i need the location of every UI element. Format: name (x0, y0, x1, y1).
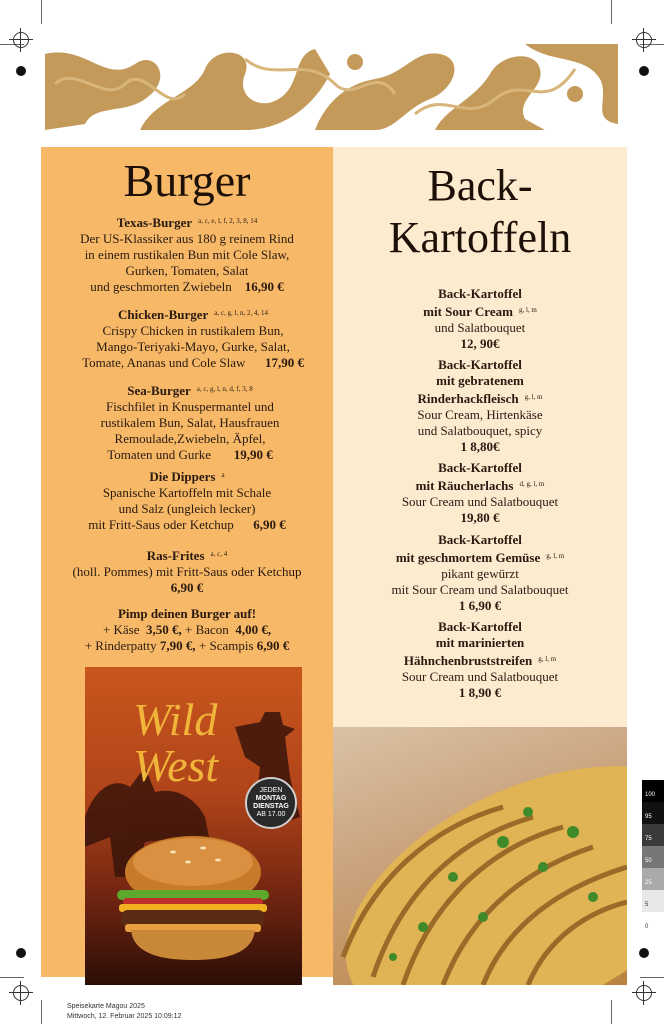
item-allergens: d, g, l, m (519, 480, 545, 488)
item-description: Tomate, Ananas und Cole Slaw (82, 355, 246, 370)
item-name: mit marinierten (435, 635, 525, 650)
addon-price: 3,50 €, (146, 622, 182, 637)
item-allergens: a, c, 4 (210, 550, 228, 558)
item-name: Texas-Burger (116, 215, 193, 230)
item-name: mit gebratenem (436, 373, 524, 388)
addon-bacon: + Bacon (185, 622, 229, 637)
item-price: 1 6,90 € (458, 598, 502, 613)
item-description: Spanische Kartoffeln mit Schale (102, 485, 272, 500)
burger-section-title: Burger (123, 155, 251, 206)
item-description: Tomaten und Gurke (107, 447, 212, 462)
scale-step: 100 (642, 780, 664, 802)
item-allergens: g, l, m (518, 306, 537, 314)
addon-scampis: + Scampis (198, 638, 254, 653)
addon-price: 6,90 € (256, 638, 290, 653)
item-description: Crispy Chicken in rustikalem Bun, (102, 323, 284, 338)
footer-document-name: Speisekarte Magou 2025 (67, 1003, 145, 1010)
addons-title: Pimp deinen Burger auf! (117, 606, 257, 621)
item-price: 12, 90€ (460, 336, 500, 351)
menu-item-die-dippers (50, 467, 324, 533)
item-description: Sour Cream und Salatbouquet (401, 494, 559, 509)
pimp-burger-addons (46, 606, 328, 654)
item-price: 1 8,90 € (458, 685, 502, 700)
item-description: Fischfilet in Knuspermantel und (106, 399, 274, 414)
item-price: 19,80 € (460, 510, 500, 525)
day-stamp-badge: JEDEN MONTAG DIENSTAG AB 17.00 (245, 777, 297, 829)
item-allergens: a, c, g, l, n, d, f, 3, 8 (196, 385, 253, 393)
menu-item-texas-burger (50, 213, 324, 295)
baked-potato-icon (333, 727, 627, 985)
item-price: 17,90 € (264, 355, 304, 370)
item-allergens: a (221, 471, 225, 479)
item-name: Back-Kartoffel (438, 460, 522, 475)
addon-price: 4,00 €, (235, 622, 272, 637)
item-allergens: g, l, m (538, 655, 557, 663)
crop-mark (640, 977, 664, 978)
item-price: 19,90 € (233, 447, 273, 462)
scale-step: 95 (642, 802, 664, 824)
scale-step: 0 (642, 912, 664, 934)
addon-patty: + Rinderpatty (84, 638, 157, 653)
wild-west-poster (85, 667, 302, 985)
menu-item-chicken-burger (56, 305, 330, 371)
registration-mark-icon (13, 32, 29, 48)
item-name: Die Dippers (149, 469, 216, 484)
item-description: und Salatbouquet (434, 320, 526, 335)
item-price: 6,90 € (253, 517, 286, 532)
item-description: Mango-Teriyaki-Mayo, Gurke, Salat, (96, 339, 290, 354)
menu-item-back-kartoffel-haehnchen (352, 619, 608, 701)
item-description: mit Sour Cream und Salatbouquet (391, 582, 569, 597)
registration-mark-icon (636, 32, 652, 48)
item-name: Sea-Burger (127, 383, 191, 398)
registration-dot-icon (16, 948, 26, 958)
scale-step: 5 (642, 890, 664, 912)
item-name: Back-Kartoffel (438, 532, 522, 547)
item-name: Back-Kartoffel (438, 357, 522, 372)
menu-item-ras-frites (50, 546, 324, 596)
item-description: und geschmorten Zwiebeln (90, 279, 232, 294)
item-name: Hähnchenbruststreifen (403, 653, 533, 668)
item-allergens: a, c, e, l, f, 2, 3, 8, 14 (198, 217, 258, 225)
item-price: 1 8,80€ (460, 439, 500, 454)
crop-mark (41, 0, 42, 24)
item-allergens: g, l, m (524, 393, 543, 401)
item-name: Back-Kartoffel (438, 619, 522, 634)
menu-item-back-kartoffel-raeucherlachs (358, 460, 602, 526)
scale-step: 75 (642, 824, 664, 846)
burger-photo-icon (103, 832, 283, 972)
menu-item-back-kartoffel-sour-cream (360, 286, 600, 352)
item-description: und Salz (ungleich lecker) (118, 501, 256, 516)
item-description: Sour Cream und Salatbouquet (401, 669, 559, 684)
item-description: Der US-Klassiker aus 180 g reinem Rind (80, 231, 294, 246)
ornament-banner (45, 44, 618, 130)
item-name: Back-Kartoffel (438, 286, 522, 301)
menu-item-back-kartoffel-rinderhack (358, 357, 602, 455)
scale-step: 50 (642, 846, 664, 868)
baked-potato-photo (333, 727, 627, 985)
scale-step: 25 (642, 868, 664, 890)
item-name: Chicken-Burger (118, 307, 209, 322)
item-description: in einem rustikalen Bun mit Cole Slaw, (84, 247, 290, 262)
back-kartoffeln-section-title: Back- Kartoffeln (388, 161, 572, 262)
addon-cheese: + Käse (102, 622, 140, 637)
print-color-scale (642, 780, 664, 934)
footer-timestamp: Mittwoch, 12. Februar 2025 10:09:12 (67, 1013, 182, 1020)
item-name: mit geschmortem Gemüse (395, 550, 541, 565)
crop-mark (611, 0, 612, 24)
item-description: mit Fritt-Saus oder Ketchup (88, 517, 234, 532)
item-description: (holl. Pommes) mit Fritt-Saus oder Ketchup (72, 564, 302, 579)
item-name: Ras-Frites (146, 548, 205, 563)
registration-dot-icon (639, 66, 649, 76)
item-description: Gurken, Tomaten, Salat (125, 263, 249, 278)
item-allergens: g, l, m (546, 552, 565, 560)
menu-item-sea-burger (50, 381, 330, 463)
item-description: Sour Cream, Hirtenkäse (417, 407, 543, 422)
addon-price: 7,90 €, (159, 638, 196, 653)
registration-mark-icon (13, 985, 29, 1001)
item-price: 6,90 € (170, 580, 204, 595)
crop-mark (0, 977, 24, 978)
item-name: mit Sour Cream (423, 304, 513, 319)
item-name: Rinderhackfleisch (417, 391, 519, 406)
item-description: rustikalem Bun, Salat, Hausfrauen (100, 415, 280, 430)
registration-dot-icon (16, 66, 26, 76)
item-description: pikant gewürzt (441, 566, 519, 581)
crop-mark (611, 1000, 612, 1024)
item-price: 16,90 € (244, 279, 284, 294)
item-description: Remoulade,Zwiebeln, Äpfel, (114, 431, 266, 446)
registration-dot-icon (639, 948, 649, 958)
item-name: mit Räucherlachs (415, 478, 514, 493)
crop-mark (41, 1000, 42, 1024)
poster-title: Wild West (133, 694, 219, 791)
registration-mark-icon (636, 985, 652, 1001)
item-allergens: a, c, g, l, n, 2, 4, 14 (214, 309, 268, 317)
item-description: und Salatbouquet, spicy (417, 423, 543, 438)
menu-item-back-kartoffel-gemuese (352, 532, 608, 614)
